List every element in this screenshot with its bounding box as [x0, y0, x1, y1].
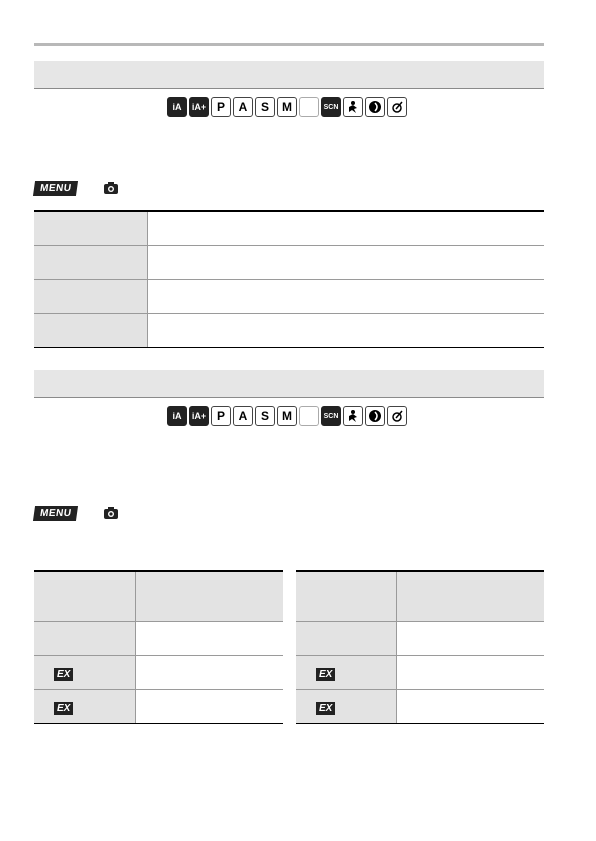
profile-mode-icon — [365, 406, 385, 426]
table-row — [34, 314, 544, 348]
menu-icon: MENU — [33, 181, 79, 196]
m-mode-icon: M — [277, 406, 297, 426]
menu-icon: MENU — [33, 506, 79, 521]
ex-icon: EX — [54, 702, 73, 715]
movie-mode-icon — [299, 406, 319, 426]
section-header-bar — [34, 370, 544, 398]
camera-icon — [103, 506, 119, 520]
s-mode-icon: S — [255, 406, 275, 426]
table-row — [296, 690, 544, 724]
mode-icon-row — [167, 96, 407, 118]
table-row — [34, 280, 544, 314]
left-size-table — [34, 570, 283, 724]
section-header-bar — [34, 61, 544, 89]
figure-mode-icon — [343, 406, 363, 426]
creative-control-icon — [387, 406, 407, 426]
scn-mode-icon: SCN — [321, 97, 341, 117]
right-size-table — [296, 570, 544, 724]
settings-table — [34, 210, 544, 348]
menu-path — [34, 180, 119, 196]
movie-mode-icon — [299, 97, 319, 117]
top-rule — [34, 43, 544, 46]
ex-icon: EX — [54, 668, 73, 681]
ex-icon: EX — [316, 668, 335, 681]
camera-icon — [103, 181, 119, 195]
ia-plus-mode-icon: iA+ — [189, 406, 209, 426]
ex-icon: EX — [316, 702, 335, 715]
table-row — [34, 211, 544, 246]
table-row — [34, 656, 283, 690]
ia-mode-icon: iA — [167, 406, 187, 426]
p-mode-icon: P — [211, 406, 231, 426]
table-row — [34, 246, 544, 280]
m-mode-icon: M — [277, 97, 297, 117]
a-mode-icon: A — [233, 406, 253, 426]
table-row — [34, 690, 283, 724]
ia-mode-icon: iA — [167, 97, 187, 117]
creative-control-icon — [387, 97, 407, 117]
table-row — [34, 622, 283, 656]
scn-mode-icon: SCN — [321, 406, 341, 426]
menu-path — [34, 505, 119, 521]
table-header-row — [296, 571, 544, 622]
table-row — [296, 656, 544, 690]
figure-mode-icon — [343, 97, 363, 117]
mode-icon-row — [167, 405, 407, 427]
p-mode-icon: P — [211, 97, 231, 117]
profile-mode-icon — [365, 97, 385, 117]
table-row — [296, 622, 544, 656]
a-mode-icon: A — [233, 97, 253, 117]
ia-plus-mode-icon: iA+ — [189, 97, 209, 117]
s-mode-icon: S — [255, 97, 275, 117]
table-header-row — [34, 571, 283, 622]
